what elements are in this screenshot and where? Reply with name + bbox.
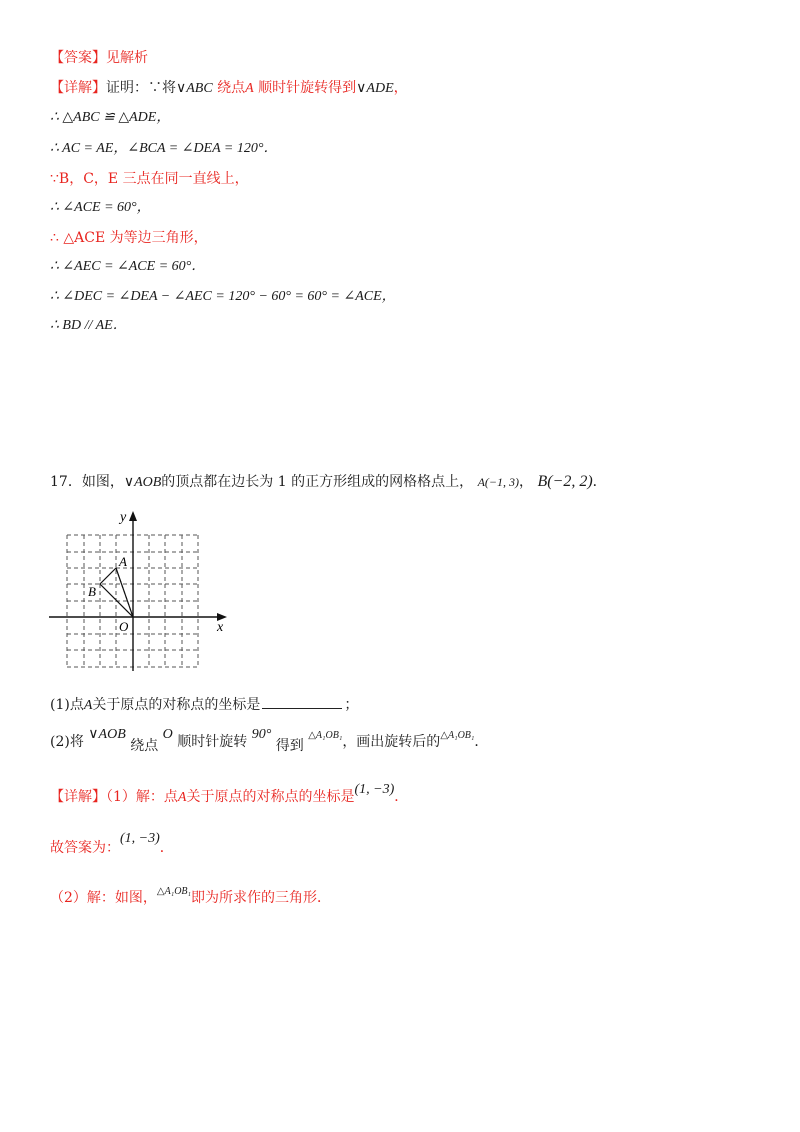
solution-s1b: 关于原点的对称点的坐标是 [186, 789, 355, 805]
answer-blank [262, 695, 342, 709]
point-a-coord: A(−1, 3) [477, 475, 519, 489]
sub2-end: ． [474, 734, 489, 750]
tri-abc: ∨ABC [176, 81, 213, 96]
tri-aob: ∨AOB [123, 475, 162, 490]
triangle-median [116, 568, 133, 617]
solution-point: A [177, 790, 187, 805]
sub2-tri3: △A₁OB₁ [440, 730, 475, 741]
sub2-deg: 90° [251, 727, 272, 742]
sub1-label: (1)点 [50, 697, 84, 713]
answer-tag: 【答案】 [50, 50, 106, 66]
solution-s1: （1）解：点 [106, 789, 178, 805]
question-end: ． [592, 474, 607, 490]
solution-ans-label: 故答案为： [50, 840, 120, 856]
solution-ans-end: ． [159, 840, 174, 856]
proof-step-2: ∴ AC = AE，∠BCA = ∠DEA = 120°． [50, 141, 278, 156]
proof-step-5: ∴ △ACE 为等边三角形， [50, 230, 208, 246]
sub2-t1: 绕点 [130, 738, 159, 754]
solution-tag: 【详解】 [50, 789, 106, 805]
sub2-t4: ，画出旋转后的 [342, 734, 441, 750]
proof-step-6: ∴ ∠AEC = ∠ACE = 60°． [50, 259, 206, 274]
solution-tri: △A₁OB₁ [156, 886, 192, 897]
sub-question-2 [50, 727, 489, 754]
sub2-t3: 得到 [275, 738, 304, 754]
question-17 [50, 472, 607, 493]
sub-question-1 [50, 695, 358, 716]
sub1-end: ； [344, 697, 359, 713]
y-axis-arrow [129, 511, 137, 521]
proof-step-4: ∴ ∠ACE = 60°， [50, 200, 151, 215]
sub2-tri: ∨AOB [88, 727, 126, 742]
answer-text: 见解析 [106, 50, 148, 66]
point-b-coord: B(−2, 2) [537, 473, 593, 490]
proof-intro-text: 证明：∵将 [106, 80, 176, 96]
sub1-text: 关于原点的对称点的坐标是 [92, 697, 261, 713]
proof-mid2: 顺时针旋转得到 [258, 80, 357, 96]
answer-line [50, 48, 148, 68]
proof-tag: 【详解】 [50, 80, 106, 96]
proof-comma: ， [393, 80, 408, 96]
question-sep: ， [518, 474, 533, 490]
label-y: y [120, 510, 127, 525]
sub2-t2: 顺时针旋转 [177, 734, 248, 750]
sub1-point: A [83, 698, 93, 713]
solution-ans: (1, −3) [120, 831, 160, 846]
label-a: A [119, 554, 127, 569]
proof-intro [50, 78, 408, 99]
solution-end: ． [394, 789, 409, 805]
question-text-1: 如图， [81, 474, 124, 490]
solution-s2b: 即为所求作的三角形． [191, 890, 332, 906]
sub2-tri2: △A₁OB₁ [308, 730, 343, 741]
label-b: B [88, 584, 96, 599]
solution-line-2 [50, 831, 174, 859]
solution-coord: (1, −3) [354, 782, 395, 797]
grid-figure [45, 505, 235, 675]
proof-step-1: ∴ △ABC ≌ △ADE， [50, 110, 171, 125]
question-number: 17． [50, 474, 82, 490]
proof-mid1: 绕点 [217, 80, 246, 96]
solution-line-1 [50, 782, 409, 808]
solution-s2: （2）解：如图， [50, 890, 157, 906]
proof-step-8: ∴ BD // AE． [50, 318, 127, 333]
question-text-2: 的顶点都在边长为 1 的正方形组成的网格格点上， [161, 474, 474, 490]
sub2-o: O [162, 727, 173, 742]
solution-line-3 [50, 888, 331, 910]
tri-ade: ∨ADE [356, 81, 394, 96]
label-o: O [119, 619, 129, 634]
proof-step-3: ∵B，C，E 三点在同一直线上， [50, 171, 249, 187]
label-x: x [217, 620, 224, 635]
sub2-label: (2)将 [50, 734, 84, 750]
point-a: A [245, 81, 254, 96]
proof-step-7: ∴ ∠DEC = ∠DEA − ∠AEC = 120° − 60° = 60° = ∠ACE， [50, 289, 396, 304]
